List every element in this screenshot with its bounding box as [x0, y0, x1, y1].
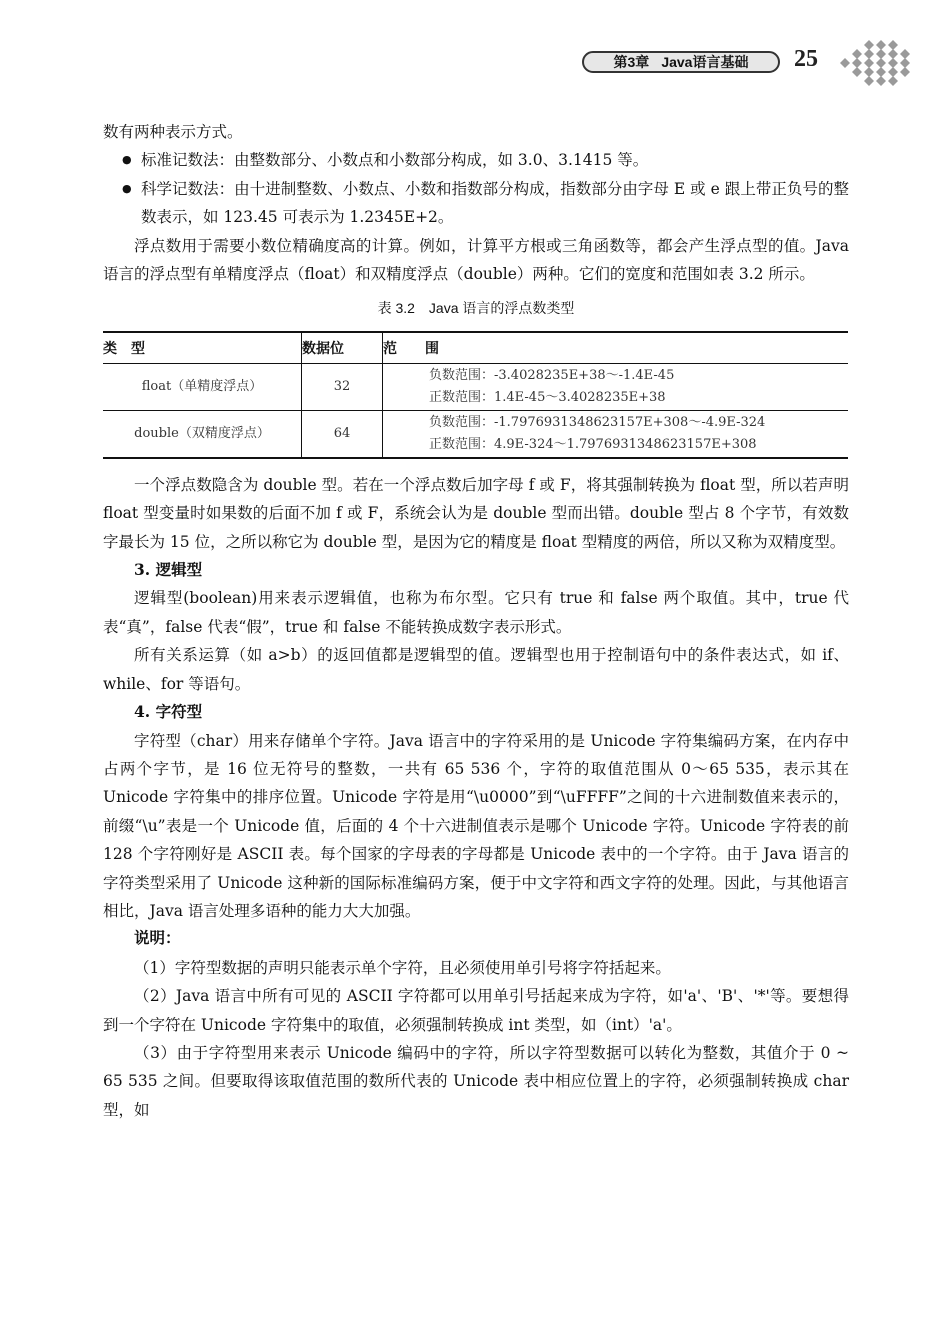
bullet-scientific-notation: ● 科学记数法：由十进制整数、小数点、小数和指数部分构成，指数部分由字母 E 或 e 跟上带正负号的整数表示，如 123.45 可表示为 1.2345E+2。: [103, 175, 849, 232]
table-row: [103, 410, 848, 458]
note-item-3: （3）由于字符型用来表示 Unicode 编码中的字符，所以字符型数据可以转化为整数，其值介于 0 ~ 65 535 之间。但要取得该取值范围的数所代表的 Unicode 表中相应位置上的字符，必须强制转换成 char 型，如: [103, 1043, 849, 1119]
note-title: 说明：: [134, 930, 181, 948]
table-header-row: [103, 332, 848, 364]
cell-range: [383, 363, 849, 410]
page-body: [103, 118, 849, 1124]
range-positive: 正数范围：1.4E-45～3.4028235E+38: [429, 389, 666, 405]
cell-bits: 64: [302, 410, 383, 458]
chapter-title: Java语言基础: [661, 54, 749, 70]
chapter-number: 第3章: [613, 54, 650, 70]
table-row: [103, 363, 848, 410]
range-negative: 负数范围：-3.4028235E+38～-1.4E-45: [429, 367, 675, 383]
paragraph-double-default: 一个浮点数隐含为 double 型。若在一个浮点数后加字母 f 或 F，将其强制转换为 float 型，所以若声明 float 型变量时如果数的后面不加 f 或 F，系统会认为是 double 型而出错。double 型占 8 个字节，有效数字最长为 15 位，之所以称它为 double 型，是因为它的精度是 float 型精度的两倍，所以又称为双精度型。: [103, 475, 849, 551]
paragraph-intro: 数有两种表示方式。: [103, 123, 243, 141]
chapter-label: [582, 51, 780, 73]
range-positive: 正数范围：4.9E-324～1.7976931348623157E+308: [429, 436, 757, 452]
decorative-diamond-pattern-icon: [832, 40, 912, 86]
cell-bits: 32: [302, 363, 383, 410]
paragraph-relational: 所有关系运算（如 a>b）的返回值都是逻辑型的值。逻辑型也用于控制语句中的条件表达式，如 if、while、for 等语句。: [103, 646, 849, 693]
header-range: 范 围: [383, 332, 849, 364]
table-caption: 表 3.2 Java 语言的浮点数类型: [377, 300, 575, 317]
header-bits: 数据位: [302, 332, 383, 364]
bullet-standard-notation: ● 标准记数法：由整数部分、小数点和小数部分构成，如 3.0、3.1415 等。: [103, 146, 849, 174]
section-heading-char: 4. 字符型: [134, 702, 203, 722]
section-heading-boolean: 3. 逻辑型: [134, 560, 203, 580]
cell-type: double（双精度浮点）: [103, 410, 302, 458]
cell-type: float（单精度浮点）: [103, 363, 302, 410]
header-type: 类 型: [103, 332, 302, 364]
range-negative: 负数范围：-1.7976931348623157E+308～-4.9E-324: [429, 414, 766, 430]
note-item-2: （2）Java 语言中所有可见的 ASCII 字符都可以用单引号括起来成为字符，如'a'、'B'、'*'等。要想得到一个字符在 Unicode 字符集中的取值，必须强制转换成 int 类型，如（int）'a'。: [103, 987, 849, 1034]
paragraph-float-usage: 浮点数用于需要小数位精确度高的计算。例如，计算平方根或三角函数等，都会产生浮点型的值。Java 语言的浮点型有单精度浮点（float）和双精度浮点（double）两种。它们的宽度和范围如表 3.2 所示。: [103, 236, 849, 284]
running-header: [582, 44, 912, 80]
cell-range: [383, 410, 849, 458]
paragraph-char: 字符型（char）用来存储单个字符。Java 语言中的字符采用的是 Unicode 字符集编码方案，在内存中占两个字节，是 16 位无符号的整数，一共有 65 536 个，字符的取值范围从 0～65 535，表示其在 Unicode 字符集中的排序位置。Unicode 字符是用“\u0000”到“\uFFFF”之间的十六进制数值来表示的，前缀“\u”表是一个 Unicode 值，后面的 4 个十六进制值表示是哪个 Unicode 字符。Unicode 字符表的前 128 个字符刚好是 ASCII 表。每个国家的字母表的字母都是 Unicode 表中的一个字符。由于 Java 语言的字符类型采用了 Unicode 这种新的国际标准编码方案，便于中文字符和西文字符的处理。因此，与其他语言相比，Java 语言处理多语种的能力大大加强。: [103, 731, 849, 920]
paragraph-boolean: 逻辑型(boolean)用来表示逻辑值，也称为布尔型。它只有 true 和 false 两个取值。其中，true 代表“真”，false 代表“假”，true 和 false 不能转换成数字表示形式。: [103, 589, 849, 636]
page-number: 25: [794, 46, 818, 72]
note-item-1: （1）字符型数据的声明只能表示单个字符，且必须使用单引号将字符括起来。: [134, 958, 671, 977]
float-types-table: [103, 331, 848, 459]
